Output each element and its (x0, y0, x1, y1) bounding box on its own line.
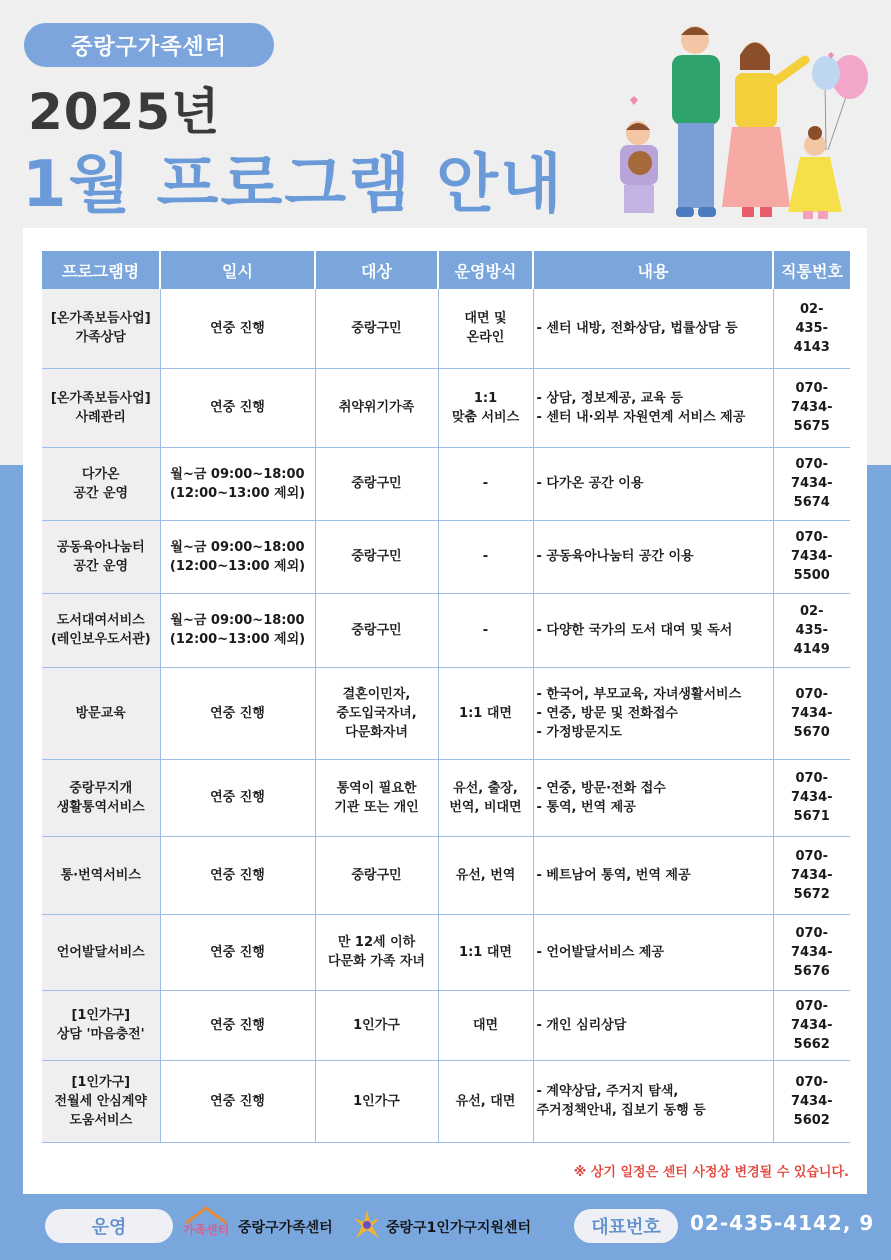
program-method: - (438, 520, 533, 593)
program-time: 연중 진행 (160, 914, 315, 990)
program-time: 연중 진행 (160, 289, 315, 368)
program-name: 중랑무지개 생활통역서비스 (42, 759, 160, 836)
col-header-target: 대상 (315, 251, 438, 289)
year-heading: 2025년 (28, 83, 221, 141)
program-method: 대면 및 온라인 (438, 289, 533, 368)
program-method: - (438, 593, 533, 667)
program-phone: 070- 7434- 5670 (773, 667, 850, 759)
col-header-time: 일시 (160, 251, 315, 289)
program-target: 취약위기가족 (315, 368, 438, 447)
table-row (42, 520, 850, 593)
table-row (42, 914, 850, 990)
program-target: 1인가구 (315, 1060, 438, 1142)
program-content: - 다가온 공간 이용 (533, 447, 773, 520)
program-content: - 계약상담, 주거지 탐색, 주거정책안내, 집보기 동행 등 (533, 1060, 773, 1142)
table-row (42, 289, 850, 368)
program-method: 1:1 맞춤 서비스 (438, 368, 533, 447)
program-time: 연중 진행 (160, 836, 315, 914)
program-method: 1:1 대면 (438, 667, 533, 759)
program-method: 대면 (438, 990, 533, 1060)
program-content: - 센터 내방, 전화상담, 법률상담 등 (533, 289, 773, 368)
program-time: 월~금 09:00~18:00 (12:00~13:00 제외) (160, 520, 315, 593)
program-name: 도서대여서비스 (레인보우도서관) (42, 593, 160, 667)
program-method: 유선, 출장, 번역, 비대면 (438, 759, 533, 836)
program-table (42, 251, 850, 1143)
center2-name: 중랑구1인가구지원센터 (386, 1220, 531, 1236)
program-phone: 070- 7434- 5500 (773, 520, 850, 593)
program-phone: 070- 7434- 5602 (773, 1060, 850, 1142)
program-target: 중랑구민 (315, 836, 438, 914)
page-title: 1월 프로그램 안내 (22, 148, 564, 222)
program-time: 연중 진행 (160, 368, 315, 447)
program-time: 연중 진행 (160, 1060, 315, 1142)
rep-number-label: 대표번호 (574, 1209, 678, 1243)
program-name: 통·번역서비스 (42, 836, 160, 914)
col-header-program: 프로그램명 (42, 251, 160, 289)
program-target: 중랑구민 (315, 447, 438, 520)
program-phone: 070- 7434- 5672 (773, 836, 850, 914)
program-name: [1인가구] 상담 '마음충전' (42, 990, 160, 1060)
program-content: - 개인 심리상담 (533, 990, 773, 1060)
footer (0, 1200, 891, 1252)
program-name: 공동육아나눔터 공간 운영 (42, 520, 160, 593)
program-time: 연중 진행 (160, 667, 315, 759)
program-name: 다가온 공간 운영 (42, 447, 160, 520)
program-time: 연중 진행 (160, 990, 315, 1060)
program-method: - (438, 447, 533, 520)
program-time: 월~금 09:00~18:00 (12:00~13:00 제외) (160, 593, 315, 667)
family-illustration (600, 15, 880, 230)
program-content: - 공동육아나눔터 공간 이용 (533, 520, 773, 593)
program-name: [온가족보듬사업] 사례관리 (42, 368, 160, 447)
operator-label: 운영 (45, 1209, 173, 1243)
table-row (42, 759, 850, 836)
program-content: - 베트남어 통역, 번역 제공 (533, 836, 773, 914)
logo1-text: 가족센터 (183, 1223, 229, 1237)
program-phone: 070- 7434- 5674 (773, 447, 850, 520)
program-content: - 상담, 정보제공, 교육 등 - 센터 내·외부 자원연계 서비스 제공 (533, 368, 773, 447)
col-header-content: 내용 (533, 251, 773, 289)
single-household-center-logo-icon (352, 1208, 382, 1244)
schedule-note: ※ 상기 일정은 센터 사정상 변경될 수 있습니다. (573, 1165, 849, 1180)
program-name: [온가족보듬사업] 가족상담 (42, 289, 160, 368)
program-phone: 02- 435- 4149 (773, 593, 850, 667)
program-phone: 070- 7434- 5662 (773, 990, 850, 1060)
program-target: 결혼이민자, 중도입국자녀, 다문화자녀 (315, 667, 438, 759)
table-row (42, 836, 850, 914)
org-pill: 중랑구가족센터 (24, 23, 274, 67)
program-phone: 02- 435- 4143 (773, 289, 850, 368)
program-content: - 한국어, 부모교육, 자녀생활서비스 - 연중, 방문 및 전화접수 - 가정방문지도 (533, 667, 773, 759)
rep-phone: 02-435-4142, 9 (690, 1211, 875, 1235)
col-header-method: 운영방식 (438, 251, 533, 289)
program-method: 유선, 번역 (438, 836, 533, 914)
program-card (23, 228, 867, 1194)
table-row (42, 368, 850, 447)
table-header-row (42, 251, 850, 289)
program-time: 월~금 09:00~18:00 (12:00~13:00 제외) (160, 447, 315, 520)
table-row (42, 447, 850, 520)
center1-name: 중랑구가족센터 (238, 1220, 333, 1236)
program-target: 만 12세 이하 다문화 가족 자녀 (315, 914, 438, 990)
program-target: 1인가구 (315, 990, 438, 1060)
col-header-phone: 직통번호 (773, 251, 850, 289)
program-target: 중랑구민 (315, 593, 438, 667)
program-target: 중랑구민 (315, 289, 438, 368)
table-row (42, 990, 850, 1060)
program-phone: 070- 7434- 5675 (773, 368, 850, 447)
program-method: 1:1 대면 (438, 914, 533, 990)
family-center-logo-icon (183, 1205, 229, 1247)
program-content: - 연중, 방문·전화 접수 - 통역, 번역 제공 (533, 759, 773, 836)
table-row (42, 1060, 850, 1142)
program-method: 유선, 대면 (438, 1060, 533, 1142)
program-time: 연중 진행 (160, 759, 315, 836)
program-name: 언어발달서비스 (42, 914, 160, 990)
program-target: 통역이 필요한 기관 또는 개인 (315, 759, 438, 836)
table-row (42, 667, 850, 759)
program-phone: 070- 7434- 5676 (773, 914, 850, 990)
program-content: - 언어발달서비스 제공 (533, 914, 773, 990)
table-row (42, 593, 850, 667)
program-phone: 070- 7434- 5671 (773, 759, 850, 836)
program-target: 중랑구민 (315, 520, 438, 593)
program-name: [1인가구] 전월세 안심계약 도움서비스 (42, 1060, 160, 1142)
program-content: - 다양한 국가의 도서 대여 및 독서 (533, 593, 773, 667)
program-name: 방문교육 (42, 667, 160, 759)
